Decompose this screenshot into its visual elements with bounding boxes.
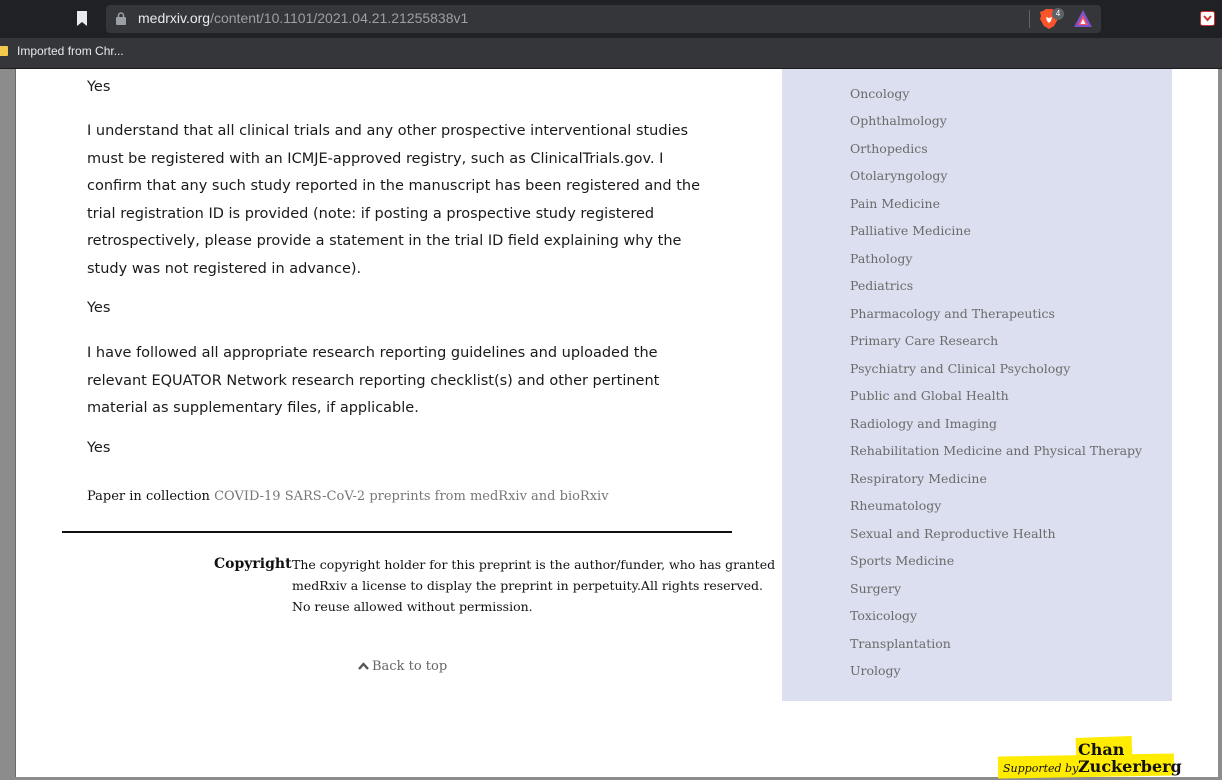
sidebar-item-orthopedics[interactable]: Orthopedics (850, 141, 928, 156)
collection-prefix: Paper in collection (87, 489, 210, 504)
text-line: relevant EQUATOR Network research reporting checklist(s) and other pertinent (87, 372, 660, 389)
sidebar-item-radiology[interactable]: Radiology and Imaging (850, 416, 998, 431)
lock-icon[interactable] (116, 12, 126, 25)
text-line: I have followed all appropriate research reporting guidelines and uploaded the (87, 345, 658, 361)
sidebar-item-ophthalmology[interactable]: Ophthalmology (850, 113, 947, 128)
text-line: The copyright holder for this preprint is the author/funder, who has granted (292, 557, 776, 572)
declaration-clinical-trials (87, 118, 700, 283)
declaration-answer-2: Yes (87, 300, 111, 316)
logo-text-chan: Chan (1078, 740, 1125, 759)
text-line: retrospectively, please provide a statement in the trial ID field explaining why the (87, 233, 682, 249)
folder-icon (0, 46, 8, 56)
text-line: trial registration ID is provided (note: if posting a prospective study registered (87, 205, 655, 222)
sidebar-item-respiratory[interactable]: Respiratory Medicine (850, 471, 987, 486)
sidebar-item-urology[interactable]: Urology (850, 663, 901, 678)
back-to-top-link[interactable] (358, 659, 447, 674)
bookmarks-bar (0, 38, 1222, 69)
text-line: study was not registered in advance). (87, 260, 362, 277)
bookmark-folder-imported[interactable]: Imported from Chr... (17, 44, 124, 58)
url-path: /content/10.1101/2021.04.21.21255838v1 (210, 10, 469, 26)
collection-note (87, 489, 609, 504)
logo-text-zuckerberg: Zuckerberg (1078, 757, 1182, 776)
sidebar-item-pain-medicine[interactable]: Pain Medicine (850, 196, 940, 211)
declaration-answer-3: Yes (87, 440, 111, 456)
text-line: medRxiv a license to display the preprint in perpetuity.All rights reserved. (292, 578, 763, 593)
supported-by-text: Supported by (1003, 762, 1079, 775)
sidebar-item-primary-care[interactable]: Primary Care Research (850, 333, 999, 348)
sidebar-item-sexual-health[interactable]: Sexual and Reproductive Health (850, 526, 1056, 541)
collection-link[interactable]: COVID-19 SARS-CoV-2 preprints from medRxiv and bioRxiv (214, 489, 609, 504)
text-line: confirm that any such study reported in the manuscript has been registered and the (87, 178, 701, 194)
sidebar-item-cutoff (850, 69, 854, 70)
chan-zuckerberg-logo[interactable] (998, 737, 1182, 777)
text-line: I understand that all clinical trials and any other prospective interventional studies (87, 123, 689, 139)
sidebar-item-palliative-medicine[interactable]: Palliative Medicine (850, 223, 971, 238)
sidebar-item-pharmacology[interactable]: Pharmacology and Therapeutics (850, 306, 1055, 321)
caret-up-icon (358, 661, 369, 670)
text-line: must be registered with an ICMJE-approved registry, such as ClinicalTrials.gov. I (87, 150, 664, 167)
shields-count-badge: 4 (1052, 8, 1064, 20)
url-host: medrxiv.org (138, 10, 211, 26)
copyright-text (292, 554, 776, 617)
section-divider (62, 531, 732, 533)
sidebar-item-sports-medicine[interactable]: Sports Medicine (850, 553, 955, 568)
sidebar-item-transplantation[interactable]: Transplantation (850, 636, 951, 651)
declaration-answer-1: Yes (87, 79, 111, 95)
subject-areas-sidebar (782, 69, 1172, 701)
text-line: material as supplementary files, if applicable. (87, 400, 419, 416)
sidebar-item-pathology[interactable]: Pathology (850, 251, 913, 266)
bookmark-icon[interactable] (76, 11, 88, 26)
sidebar-item-rheumatology[interactable]: Rheumatology (850, 498, 942, 513)
sidebar-item-toxicology[interactable]: Toxicology (850, 608, 918, 623)
back-to-top-label: Back to top (372, 659, 448, 674)
sidebar-item-rehabilitation[interactable]: Rehabilitation Medicine and Physical Therapy (850, 443, 1143, 458)
sidebar-item-oncology[interactable]: Oncology (850, 86, 910, 101)
url-text[interactable] (138, 10, 468, 26)
window-frame-left (0, 69, 16, 780)
sidebar-item-otolaryngology[interactable]: Otolaryngology (850, 168, 948, 183)
sidebar-item-pediatrics[interactable]: Pediatrics (850, 278, 914, 293)
sidebar-item-public-health[interactable]: Public and Global Health (850, 388, 1009, 403)
extension-icon[interactable] (1200, 11, 1215, 26)
sidebar-item-psychiatry[interactable]: Psychiatry and Clinical Psychology (850, 361, 1071, 376)
text-line: No reuse allowed without permission. (292, 599, 533, 614)
sidebar-item-surgery[interactable]: Surgery (850, 581, 902, 596)
brave-rewards-icon[interactable] (1074, 10, 1092, 27)
copyright-label: Copyright (214, 556, 292, 572)
declaration-reporting-guidelines (87, 340, 659, 423)
toolbar-divider (1029, 10, 1030, 28)
browser-toolbar (0, 0, 1222, 38)
window-frame-right (1218, 69, 1222, 780)
